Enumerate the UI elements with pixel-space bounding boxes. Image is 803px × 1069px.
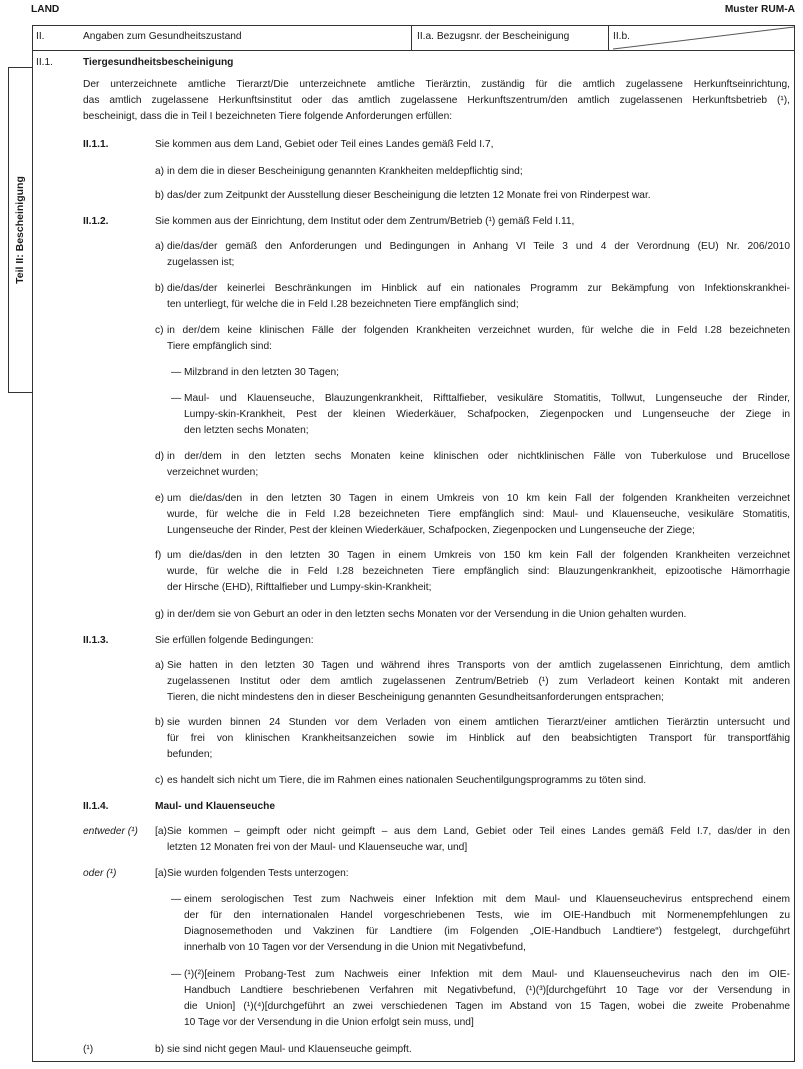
text-line: Tiere empfänglich sind:	[167, 341, 272, 352]
clause-label: II.1.3.	[83, 635, 109, 646]
dash-bullet: —	[171, 393, 182, 404]
item-marker: a)	[155, 241, 165, 252]
text-line: Sie hatten in den letzten 30 Tagen und während ihres Transports von der amtlich zugelassenen Einrichtung, dem amtlich	[167, 660, 790, 671]
strikethrough-line	[609, 25, 795, 51]
dash-bullet: —	[171, 894, 182, 905]
subsection-title: Tiergesundheitsbescheinigung	[83, 57, 234, 68]
text-line: innerhalb von 10 Tagen vor der Versendung in die Union mit Negativbefund,	[184, 942, 526, 953]
text-line: Milzbrand in den letzten 30 Tagen;	[184, 367, 339, 378]
text-line: Diagnosemethoden und Vakzinen für Landtiere (im Folgenden „OIE-Handbuch Landtiere“) festgelegt, durchgeführt	[184, 926, 790, 937]
text-line: zugelassen ist;	[167, 257, 235, 268]
text-line: um die/das/den in den letzten 30 Tagen in einem Umkreis von 150 km kein Fall der folgenden Krankheiten verzeichnet	[167, 550, 790, 561]
clause-label: oder (¹)	[83, 868, 117, 879]
divider	[411, 25, 412, 51]
item-marker: a)	[155, 660, 165, 671]
reference-number-label: II.a. Bezugsnr. der Bescheinigung	[417, 31, 570, 42]
text-line: Sie kommen aus dem Land, Gebiet oder Teil eines Landes gemäß Feld I.7,	[155, 139, 494, 150]
item-marker: e)	[155, 493, 165, 504]
dash-bullet: —	[171, 969, 182, 980]
item-marker: b)	[155, 283, 165, 294]
clause-label: II.1.2.	[83, 216, 109, 227]
subsection-number: II.1.	[36, 57, 53, 68]
text-line: Handbuch Landtiere beschriebenen Verfahren mit Negativbefund, (¹)(³)[durchgeführt 10 Tage vor der Versendung in	[184, 985, 790, 996]
text-line: Sie wurden folgenden Tests unterzogen:	[167, 868, 349, 879]
text-line: letzten 12 Monaten frei von der Maul- und Klauenseuche war, und]	[167, 842, 468, 853]
text-line: wurde, für welche die in Feld I.28 bezeichneten Tiere empfänglich sind: Maul- und Klauenseuche, vesikuläre Stomatitis,	[167, 509, 790, 520]
item-marker: [a)	[155, 826, 167, 837]
clause-label: entweder (¹)	[83, 826, 138, 837]
text-line: der für den internationalen Handel vorgeschriebenen Tests, wie im OIE-Handbuch mit Normenempfehlungen zu	[184, 910, 790, 921]
text-line: den letzten sechs Monaten;	[184, 425, 309, 436]
text-line: Maul- und Klauenseuche, Blauzungenkrankheit, Rifttalfieber, vesikuläre Stomatitis, Tollwut, Lungenseuche der Rinder,	[184, 393, 790, 404]
text-line: einem serologischen Test zum Nachweis einer Infektion mit dem Maul- und Klauenseuchevirus entsprechend einem	[184, 894, 790, 905]
section-title: Angaben zum Gesundheitszustand	[83, 31, 242, 42]
text-line: bescheinigt, dass die in Teil I bezeichneten Tiere folgende Anforderungen erfüllen:	[83, 111, 453, 122]
text-line: für frei von klinischen Krankheitsanzeichen sowie im Hinblick auf den beabsichtigten Transport für transportfähig	[167, 733, 790, 744]
text-line: die/das/der keinerlei Beschränkungen im Hinblick auf ein nationales Programm zur Bekämpfung von Infektionskrankhei-	[167, 283, 790, 294]
text-line: der Hirsche (EHD), Rifttalfieber und Lumpy-skin-Krankheit;	[167, 582, 432, 593]
clause-label: II.1.1.	[83, 139, 109, 150]
text-line: in dem die in dieser Bescheinigung genannten Krankheiten meldepflichtig sind;	[167, 166, 523, 177]
text-line: es handelt sich nicht um Tiere, die im Rahmen eines nationalen Seuchentilgungsprogramms zu töten sind.	[167, 775, 647, 786]
text-line: ten unterliegt, für welche die in Feld I.28 bezeichneten Tiere empfänglich sind;	[167, 299, 519, 310]
text-line: das/der zum Zeitpunkt der Ausstellung dieser Bescheinigung die letzten 12 Monate frei von Rinderpest war.	[167, 190, 651, 201]
side-tab-label: Teil II: Bescheinigung	[14, 176, 26, 284]
text-line: um die/das/den in den letzten 30 Tagen in einem Umkreis von 10 km kein Fall der folgenden Krankheiten verzeichnet	[167, 493, 790, 504]
text-line: sie sind nicht gegen Maul- und Klauenseuche geimpft.	[167, 1044, 412, 1055]
text-line: die/das/der gemäß den Anforderungen und Bedingungen in Anhang VI Teile 3 und 4 der Verordnung (EU) Nr. 206/2010	[167, 241, 790, 252]
item-marker: b)	[155, 717, 165, 728]
item-marker: a)	[155, 166, 165, 177]
clause-label: II.1.4.	[83, 801, 109, 812]
reference-b-label: II.b.	[613, 31, 630, 42]
section-number: II.	[36, 31, 45, 42]
item-marker: c)	[155, 325, 164, 336]
item-marker: g)	[155, 609, 165, 620]
item-marker: b)	[155, 1044, 165, 1055]
text-line: Maul- und Klauenseuche	[155, 801, 276, 812]
text-line: zugelassenen Institut oder dem amtlich zugelassenen Zentrum/Betrieb (¹) zum Verladeort keinen Kontakt mit anderen	[167, 676, 790, 687]
text-line: in der/dem in den letzten sechs Monaten keine klinischen oder nichtklinischen Fälle von Tuberkulose und Brucellose	[167, 451, 790, 462]
clause-label: (¹)	[83, 1044, 94, 1055]
text-line: in der/dem keine klinischen Fälle der folgenden Krankheiten verzeichnet wurden, für welche die in Feld I.28 bezeichneten	[167, 325, 790, 336]
text-line: befunden;	[167, 749, 213, 760]
text-line: verzeichnet wurden;	[167, 467, 259, 478]
text-line: Sie erfüllen folgende Bedingungen:	[155, 635, 314, 646]
text-line: Lungenseuche der Rinder, Pest der kleinen Wiederkäuer, Schafpocken, Ziegenpocken und Lungenseuche der Ziege;	[167, 525, 695, 536]
model-label: Muster RUM-A	[724, 4, 795, 15]
text-line: Tieren, die nicht mindestens den in dieser Bescheinigung genannten Gesundheitsanforderungen entsprachen;	[167, 692, 664, 703]
text-line: Sie kommen aus der Einrichtung, dem Institut oder dem Zentrum/Betrieb (¹) gemäß Feld I.11,	[155, 216, 575, 227]
country-label: LAND	[31, 4, 60, 15]
item-marker: [a)	[155, 868, 167, 879]
item-marker: f)	[155, 550, 162, 561]
text-line: die Union] (¹)(⁴)[durchgeführt an zwei verschiedenen Tagen im Abstand von 15 Tagen, wobei die zweite Probenahme	[184, 1001, 790, 1012]
text-line: 10 Tage vor der Versendung in die Union erfolgt sein muss, und]	[184, 1017, 474, 1028]
text-line: Lumpy-skin-Krankheit, Pest der kleinen Wiederkäuer, Schafpocken, Ziegenpocken und Lungenseuche der Ziege in	[184, 409, 790, 420]
text-line: wurde, für welche die in Feld I.28 bezeichneten Tiere empfänglich sind: Blauzungenkrankheit, epizootische Hämorrhagie	[167, 566, 790, 577]
text-line: (¹)(²)[einem Probang-Test zum Nachweis einer Infektion mit dem Maul- und Klauenseuchevirus nach den im OIE-	[184, 969, 790, 980]
text-line: das amtlich zugelassene Herkunftsinstitut oder das amtlich zugelassene Herkunftszentrum/den amtlich zugelassenen Herkunftsbetrieb (¹),	[83, 95, 790, 106]
text-line: in der/dem sie von Geburt an oder in den letzten sechs Monaten vor der Versendung in die Union gehalten wurden.	[167, 609, 687, 620]
text-line: sie wurden binnen 24 Stunden vor dem Verladen von einem amtlichen Tierarzt/einer amtlichen Tierärztin untersucht und	[167, 717, 790, 728]
dash-bullet: —	[171, 367, 182, 378]
text-line: Sie kommen – geimpft oder nicht geimpft – aus dem Land, Gebiet oder Teil eines Landes gemäß Feld I.7, das/der in den	[167, 826, 790, 837]
item-marker: d)	[155, 451, 165, 462]
item-marker: b)	[155, 190, 165, 201]
text-line: Der unterzeichnete amtliche Tierarzt/Die unterzeichnete amtliche Tierärztin, zuständig für die amtlich zugelassene Herkunftseinrichtung,	[83, 79, 790, 90]
item-marker: c)	[155, 775, 164, 786]
